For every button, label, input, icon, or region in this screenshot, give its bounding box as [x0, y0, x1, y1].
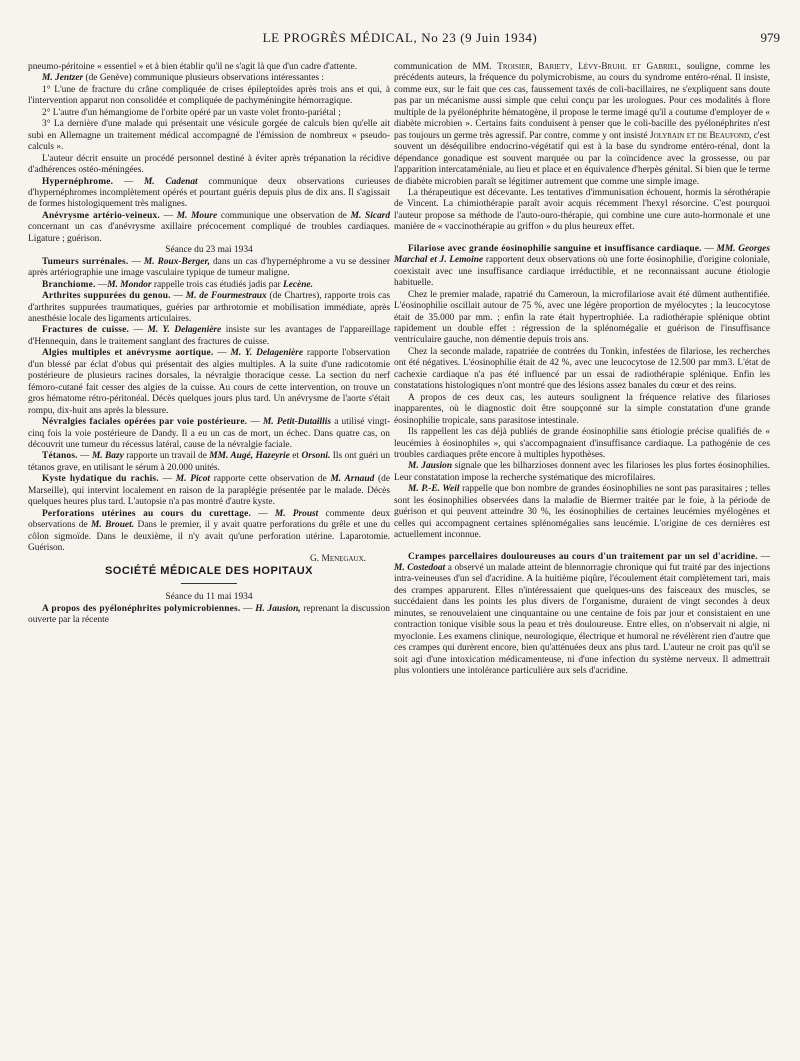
journal-running-title: LE PROGRÈS MÉDICAL, No 23 (9 Juin 1934) [262, 30, 538, 45]
paragraph: M. P.-E. Weil rappelle que bon nombre de grandes éosinophilies ne sont pas parasitaires ; telles sont les éosinophilies observées dans la maladie de Biermer traitée par le foie, à la période de guérison et qui peuvent atteindre 30 %, les éosinophilies de certaines leucémies myélogènes et celles qui accompagnent certaines splénomégalies sans leucémie. L'origine de ces dernières est actuellement inconnue. [394, 484, 770, 541]
page-number: 979 [760, 30, 780, 45]
paragraph: M. Jausion signale que les bilharzioses donnent avec les filarioses les plus fortes éosinophilies. Leur constatation impose la recherche systématique des microfilaires. [394, 461, 770, 483]
left-column [28, 62, 390, 627]
entry-arthrites: Arthrites suppurées du genou. — M. de Fourmestraux (de Chartres), rapporte trois cas d'arthrites suppurées traumatiques, guéries par arthrotomie et mobilisation immédiate, après anesthésie locale des ligaments articulaires. [28, 291, 390, 324]
entry-fractures-cuisse: Fractures de cuisse. — M. Y. Delagenière insiste sur les avantages de l'appareillage d'Hennequin, dans le traitement sanglant des fractures de cuisse. [28, 325, 390, 347]
paragraph: Chez la seconde malade, rapatriée de contrées du Tonkin, infestées de filariose, les recherches ont été négatives. L'éosinophilie était de 42 %, avec une leucocytose de 12.500 par mm3. L'état de cachexie cardiaque n'a pas été influencé par un essai de radiothérapie splénique. Enfin les constatations histologiques n'ont montré que des lésions assez banales du cœur et des reins. [394, 346, 770, 392]
paragraph: communication de MM. Troisier, Bariety, Lévy-Bruhl et Gabriel, souligne, comme les précédents auteurs, la fréquence du polymicrobisme, au cours du syndrome entéro-rénal. Il insiste, comme eux, sur le fait que ces cas, faussement taxés de coli-bacillaires, ne s'expliquent sans doute pas par un mécanisme aussi simple que celui conçu par les urologues. Pour ces modalités à flore multiple de la pyélonéphrite hématogène, il propose le terme imagé qu'il a coutume d'employer de « diabète microbien ». Certains faits conduisent à penser que le coli-bacille des pyélonéphrites n'est pas toujours un germe très agressif. Par contre, comme y ont insisté Jolyrain et de Beaufond, c'est souvent un déséquilibre endocrino-végétatif qui est à la base du syndrome entéro-rénal, dont la dépendance gonadique est souvent marquée ou par la coïncidence avec la grossesse, ou par l'apparition intercataméniale, au lieu et place et en équivalence d'herpès génital. Si bien que le terme de diabète microbien paraît se légitimer autrement que comme une simple image. [394, 62, 771, 187]
paragraph: Chez le premier malade, rapatrié du Cameroun, la microfilariose avait été dûment authentifiée. L'éosinophilie oscillait autour de 75 %, avec une légère proportion de myélocytes ; la leucocytose était de 35.000 par mm. ; enfin la rate était hypertrophiée. La radiothérapie splénique obtint rapidement un double effet : régression de la splénomégalie et guérison de l'insuffisance ventriculaire gauche, non démentie depuis trois ans. [394, 289, 770, 346]
paragraph: 1° L'une de fracture du crâne compliquée de crises épileptoïdes après trois ans et qui, à l'intervention apparut non consolidée et compliquée de pachyméningite hémorragique. [28, 84, 390, 107]
paragraph: L'auteur décrit ensuite un procédé personnel destiné à éviter après trépanation la récidive d'adhérences ostéo-méningées. [28, 153, 390, 176]
entry-anevrysme-arterio-veineux: Anévrysme artério-veineux. — M. Moure communique une observation de M. Sicard concernant un cas d'anévrysme axillaire précocement compliqué de troubles cardiaques. Ligature ; guérison. [28, 210, 391, 244]
session-date: Séance du 11 mai 1934 [165, 592, 253, 603]
entry-perforations-uterines: Perforations utérines au cours du curettage. — M. Proust commente deux observations de M. Brouet. Dans le premier, il y avait quatre perforations du grêle et une du côlon sigmoïde. Dans le deuxième, il n'y avait qu'une perforation utérine. Laparotomie. Guérison. [28, 508, 391, 554]
signature: G. Menegaux. [310, 554, 366, 565]
entry-hypernephrome: Hypernéphrome. — M. Cadenat communique deux observations curieuses d'hypernéphromes incomplètement opérés et pourtant guéris depuis plus de dix ans. Il s'agissait de formes histologiquement très malignes. [28, 176, 391, 210]
entry-pyelonephrites: A propos des pyélonéphrites polymicrobiennes. — H. Jausion, reprenant la discussion ouverte par la récente [28, 603, 390, 626]
entry-tumeurs-surrenales: Tumeurs surrénales. — M. Roux-Berger, dans un cas d'hypernéphrome a vu se dessiner après artériographie une image vasculaire typique de tumeur maligne. [28, 256, 390, 279]
paragraph: A propos de ces deux cas, les auteurs soulignent la fréquence relative des filarioses inapparentes, où le diagnostic doit être soupçonné sur la simple constatation d'une grande éosinophilie tropicale, sans parasitose intestinale. [394, 392, 770, 426]
page-header [20, 30, 780, 50]
entry-algies-multiples: Algies multiples et anévrysme aortique. — M. Y. Delagenière rapporte l'observation d'un blessé par éclat d'obus qui présentait des algies multiples. A la suite d'une radicotomie postérieure de plusieurs racines dorsales, la névralgie thoracique cesse. La section du nerf fémoro-cutané fait cesser des algies de la cuisse. Au cours de cette intervention, on trouve un gros hématome rétro-péritonéal. Décès quelques jours plus tard. Un anévrysme de l'aorte s'était rompu, dix-huit ans après la blessure. [28, 348, 391, 416]
heading-rule [181, 583, 237, 584]
paragraph: La thérapeutique est décevante. Les tentatives d'immunisation échouent, hormis la sérothérapie de Vincent. La chimiothérapie paraît avoir acquis récemment l'hexyl résorcine. C'est pourquoi l'auteur propose sa méthode de l'auto-ouro-thérapie, qui combine une cure auto-hormonale et une manière de « vaccinothérapie au griffon » du plus heureux effet. [394, 187, 770, 233]
paragraph: M. Jentzer (de Genève) communique plusieurs observations intéressantes : [42, 73, 324, 84]
entry-branchiome: Branchiome. —M. Mondor rappelle trois cas étudiés jadis par Lecène. [42, 279, 313, 290]
society-heading: SOCIÉTÉ MÉDICALE DES HOPITAUX [104, 564, 314, 577]
right-column [394, 62, 770, 678]
entry-tetanos: Tétanos. — M. Bazy rapporte un travail de MM. Augé, Hazeyrie et Orsoni. Ils ont guéri un tétanos grave, en utilisant le sérum à 20.000 unités. [28, 451, 391, 473]
paragraph: pneumo-péritoine « essentiel » et à bien établir qu'il ne s'agit là que d'un cadre d'attente. [28, 62, 358, 72]
paragraph: Ils rappellent les cas déjà publiés de grande éosinophilie sans étiologie précise qualifiés de « leucémies à éosinophiles », qui s'accompagnaient d'insuffisance cardiaque. La pathogénie de ces troubles cardiaques prête encore à multiples hypothèses. [394, 427, 770, 460]
paragraph: 2° L'autre d'un hémangiome de l'orbite opéré par un vaste volet fronto-pariétal ; [42, 107, 341, 118]
entry-crampes-parcellaires: Crampes parcellaires douloureuses au cours d'un traitement par un sel d'acridine. — M. Costedoat a observé un malade atteint de blennorragie chronique qui fut traité par des injections intra-veineuses d'un sel d'acridine. A la huitième piqûre, l'écoulement était complètement tari, mais des crampes apparurent. Elles n'intéressaient que quelques-uns des faisceaux des muscles, se succédaient dans les points les plus divers de l'organisme, duraient de vingt secondes à deux minutes, se renouvelaient une cinquantaine ou une centaine de fois par jour et consistaient en une contraction tonique visible sous la peau et très douloureuse. Entre elles, on n'observait ni algie, ni myoclonie. Les examens clinique, neurologique, électrique et humoral ne révélèrent rien d'autre que ces crampes qui durèrent encore, bien qu'atténuées deux ans plus tard. L'auteur ne croit pas qu'il se soit agi d'une intoxication médicamenteuse, ni d'une infection du système nerveux. Il admettrait plus volontiers une intolérance particulière aux sels d'acridine. [394, 551, 771, 677]
entry-kyste-hydatique: Kyste hydatique du rachis. — M. Picot rapporte cette observation de M. Arnaud (de Marseille), qui intervint localement en raison de la paraplégie présentée par le malade. Décès quelques heures plus tard. L'autopsie n'a pas montré d'autre kyste. [28, 474, 391, 508]
entry-nevralgies-faciales: Névralgies faciales opérées par voie postérieure. — M. Petit-Dutaillis a utilisé vingt-cinq fois la voie postérieure de Dandy. Il a eu un cas de mort, un échec. Dans quatre cas, on découvrit une tumeur du récessus latéral, cause de la névralgie faciale. [28, 417, 391, 450]
entry-filariose: Filariose avec grande éosinophilie sanguine et insuffisance cardiaque. — MM. Georges Marchal et J. Lemoine rapportent deux observations où une forte éosinophilie, d'origine coloniale, coexistait avec une insuffisance cardiaque irréductible, et ne reconnaissant aucune étiologie habituelle. [394, 243, 771, 289]
paragraph: 3° La dernière d'une malade qui présentait une vésicule gorgée de calculs bien qu'elle ait subi en Allemagne un traitement médical accompagné de l'émission de nombreux « pseudo-calculs ». [28, 119, 390, 153]
session-date: Séance du 23 mai 1934 [165, 245, 253, 256]
